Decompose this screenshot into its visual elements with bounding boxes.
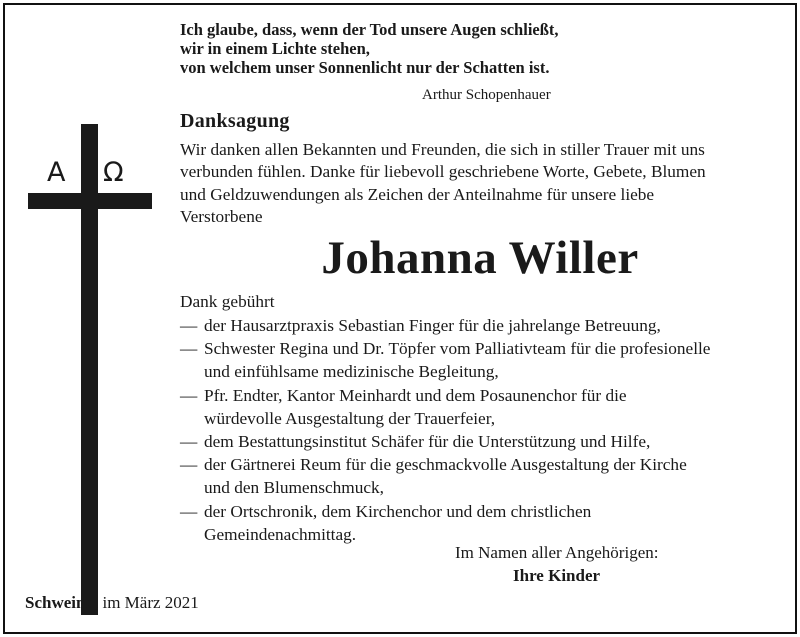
list-item-line: und den Blumenschmuck, <box>204 478 384 498</box>
dash-bullet: — <box>180 455 198 475</box>
dash-bullet: — <box>180 432 198 452</box>
thanks-line: Verstorbene <box>180 206 263 226</box>
quote-line: von welchem unser Sonnenlicht nur der Schatten ist. <box>180 58 550 77</box>
dash-bullet: — <box>180 339 198 359</box>
quote-line: wir in einem Lichte stehen, <box>180 39 370 58</box>
list-item-line: der Gärtnerei Reum für die geschmackvolle Ausgestaltung der Kirche <box>204 455 687 475</box>
quote-author: Arthur Schopenhauer <box>422 87 551 103</box>
thanks-line: verbunden fühlen. Danke für liebevoll geschriebene Worte, Gebete, Blumen <box>180 162 706 182</box>
list-item-line: Gemeindenachmittag. <box>204 524 357 544</box>
heading: Danksagung <box>180 110 290 132</box>
place-town: Schweina, <box>25 593 99 612</box>
list-item <box>180 384 780 430</box>
list-item <box>180 500 780 546</box>
alpha-symbol: Α <box>47 157 66 188</box>
quote <box>180 20 559 77</box>
cross-icon <box>28 124 152 624</box>
dash-bullet: — <box>180 385 198 405</box>
list-item-line: würdevolle Ausgestaltung der Trauerfeier, <box>204 408 496 428</box>
thanks-line: und Geldzuwendungen als Zeichen der Anteilnahme für unsere liebe <box>180 184 655 204</box>
list-item-line: der Hausarztpraxis Sebastian Finger für die jahrelange Betreuung, <box>204 316 661 335</box>
dash-bullet: — <box>180 316 198 335</box>
list-item <box>180 314 780 337</box>
thanks-line: Wir danken allen Bekannten und Freunden, die sich in stiller Trauer mit uns <box>180 140 705 159</box>
deceased-name: Johanna Willer <box>321 232 639 284</box>
dash-bullet: — <box>180 501 198 521</box>
quote-line: Ich glaube, dass, wenn der Tod unsere Augen schließt, <box>180 20 559 39</box>
place-date-text: im März 2021 <box>102 593 199 612</box>
list-item-line: der Ortschronik, dem Kirchenchor und dem christlichen <box>204 501 592 521</box>
signature-line: Im Namen aller Angehörigen: <box>455 543 659 562</box>
list-item <box>180 337 780 383</box>
list-item-line: Schwester Regina und Dr. Töpfer vom Palliativteam für die profesionelle <box>204 339 711 359</box>
list-item-line: und einfühlsame medizinische Begleitung, <box>204 362 499 382</box>
list-item <box>180 430 780 453</box>
dank-intro: Dank gebührt <box>180 292 275 311</box>
list-item-line: dem Bestattungsinstitut Schäfer für die Unterstützung und Hilfe, <box>204 432 651 452</box>
cross-horizontal-bar <box>28 193 152 209</box>
thanks-list <box>180 314 780 546</box>
list-item-line: Pfr. Endter, Kantor Meinhardt und dem Posaunenchor für die <box>204 385 627 405</box>
list-item <box>180 453 780 499</box>
place-date <box>25 593 199 613</box>
omega-symbol: Ω <box>103 157 124 188</box>
signature-signoff: Ihre Kinder <box>513 566 601 585</box>
thanks-paragraph <box>180 139 780 228</box>
